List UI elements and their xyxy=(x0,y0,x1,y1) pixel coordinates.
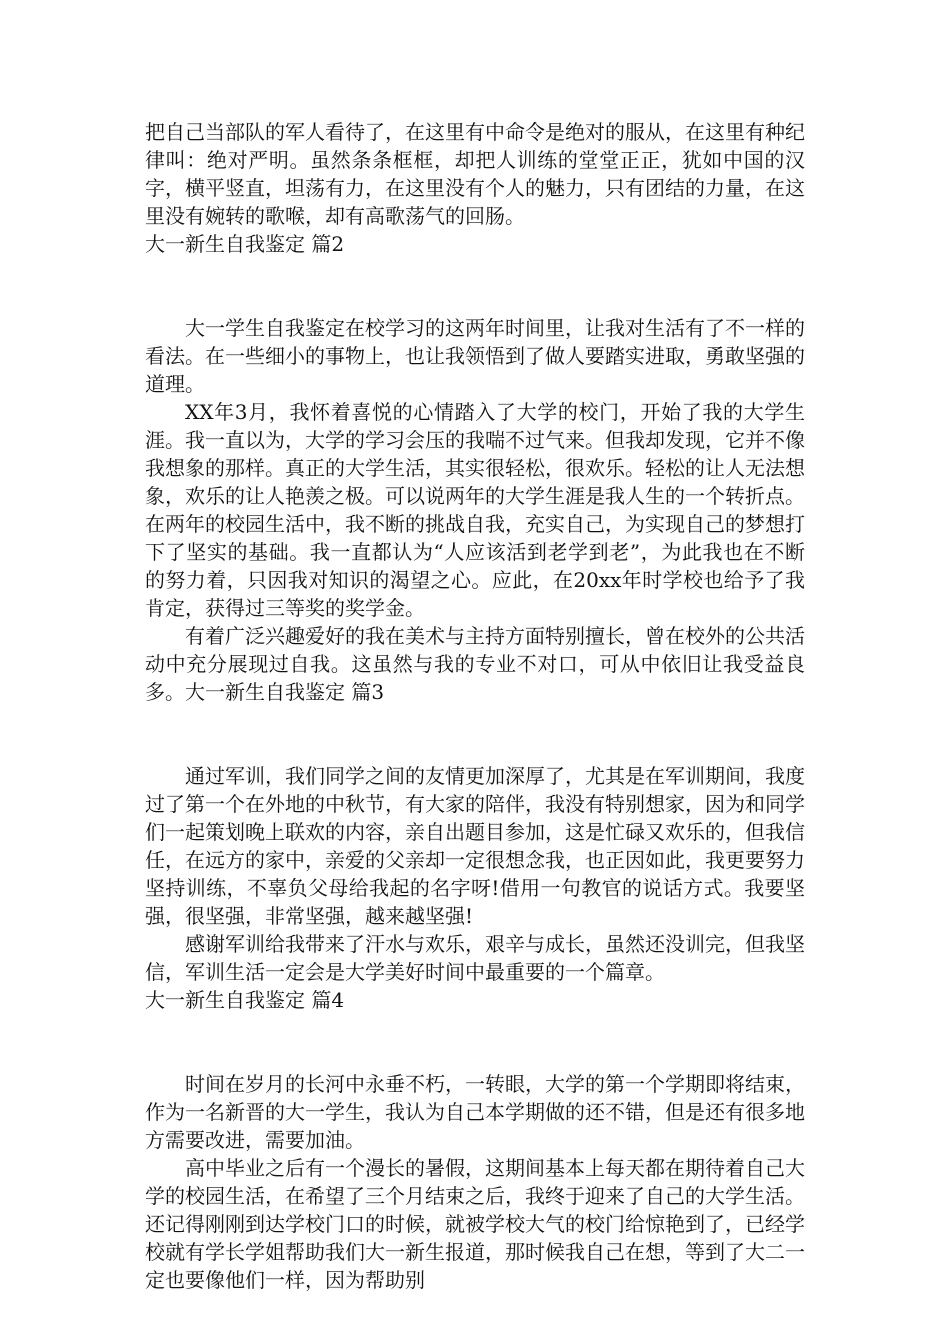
paragraph-7: 时间在岁月的长河中永垂不朽，一转眼，大学的第一个学期即将结束，作为一名新晋的大一学生，我认为自己本学期做的还不错，但是还有很多地方需要改进，需要加油。 xyxy=(145,1072,805,1152)
blank-gap xyxy=(145,258,805,314)
blank-gap xyxy=(145,1014,805,1070)
paragraph-1: 把自己当部队的军人看待了，在这里有中命令是绝对的服从，在这里有种纪律叫：绝对严明。虽然条条框框，却把人训练的堂堂正正，犹如中国的汉字，横平竖直，坦荡有力，在这里没有个人的魅力，只有团结的力量，在这里没有婉转的歌喉，却有高歌荡气的回肠。 xyxy=(145,120,805,228)
section-heading-4: 大一新生自我鉴定 篇4 xyxy=(145,988,345,1012)
paragraph-3: XX年3月，我怀着喜悦的心情踏入了大学的校门，开始了我的大学生涯。我一直以为，大学的学习会压的我喘不过气来。但我却发现，它并不像我想象的那样。真正的大学生活，其实很轻松，很欢乐。轻松的让人无法想象，欢乐的让人艳羡之极。可以说两年的大学生涯是我人生的一个转折点。在两年的校园生活中，我不断的挑战自我，充实自己，为实现自己的梦想打下了坚实的基础。我一直都认为“人应该活到老学到老”，为此我也在不断的努力着，只因我对知识的渴望之心。应此，在20xx年时学校也给予了我肯定，获得过三等奖的奖学金。 xyxy=(145,400,805,620)
paragraph-6: 感谢军训给我带来了汗水与欢乐，艰辛与成长，虽然还没训完，但我坚信，军训生活一定会是大学美好时间中最重要的一个篇章。 xyxy=(145,932,805,984)
blank-gap xyxy=(145,706,805,762)
paragraph-4: 有着广泛兴趣爱好的我在美术与主持方面特别擅长，曾在校外的公共活动中充分展现过自我。这虽然与我的专业不对口，可从中依旧让我受益良多。大一新生自我鉴定 篇3 xyxy=(145,624,805,704)
paragraph-5: 通过军训，我们同学之间的友情更加深厚了，尤其是在军训期间，我度过了第一个在外地的中秋节，有大家的陪伴，我没有特别想家，因为和同学们一起策划晚上联欢的内容，亲自出题目参加，这是忙碌又欢乐的，但我信任，在远方的家中，亲爱的父亲却一定很想念我，也正因如此，我更要努力坚持训练，不辜负父母给我起的名字呀!借用一句教官的说话方式。我要坚强，很坚强，非常坚强，越来越坚强! xyxy=(145,764,805,928)
document-page xyxy=(145,118,805,1294)
paragraph-2: 大一学生自我鉴定在校学习的这两年时间里，让我对生活有了不一样的看法。在一些细小的事物上，也让我领悟到了做人要踏实进取，勇敢坚强的道理。 xyxy=(145,316,805,396)
section-heading-2: 大一新生自我鉴定 篇2 xyxy=(145,232,345,256)
paragraph-8: 高中毕业之后有一个漫长的暑假，这期间基本上每天都在期待着自己大学的校园生活，在希望了三个月结束之后，我终于迎来了自己的大学生活。还记得刚刚到达学校门口的时候，就被学校大气的校门给惊艳到了，已经学校就有学长学姐帮助我们大一新生报道，那时候我自己在想，等到了大二一定也要像他们一样，因为帮助别 xyxy=(145,1156,805,1292)
